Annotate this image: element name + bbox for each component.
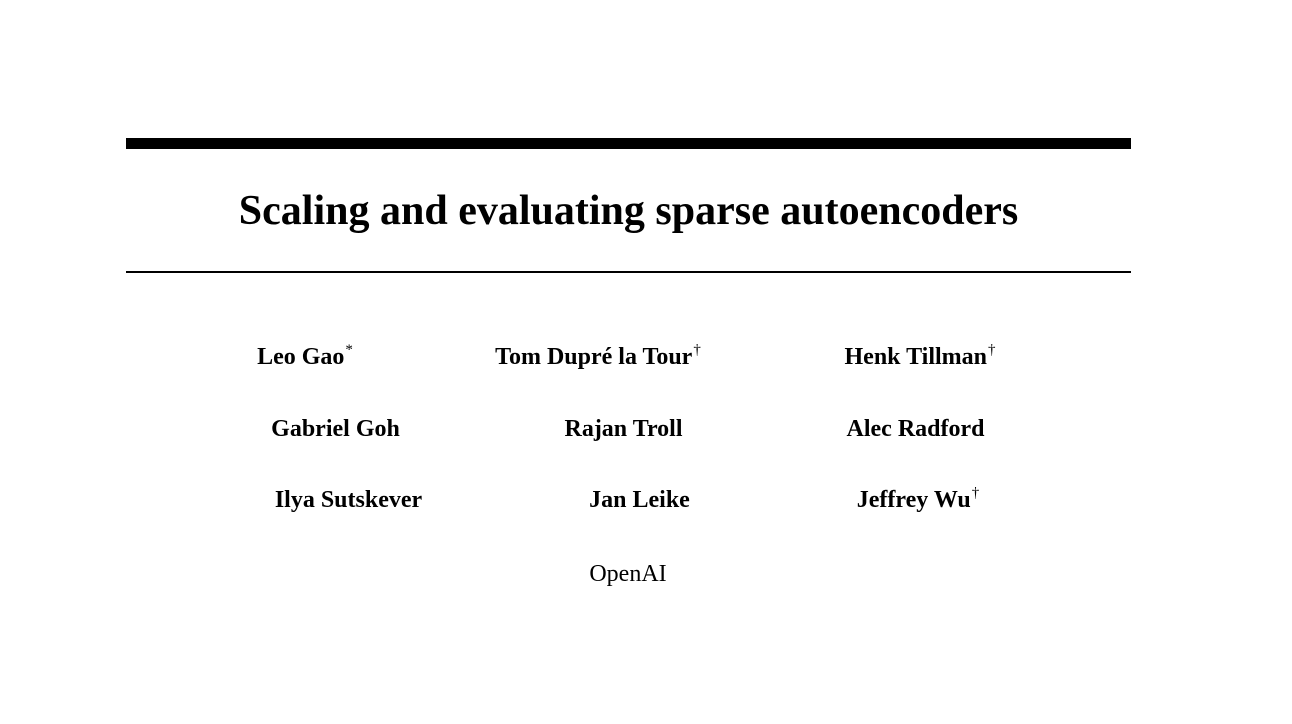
title-top-rule [126, 138, 1131, 149]
author-mark: † [971, 485, 980, 501]
author-ilya-sutskever [275, 485, 423, 515]
author-name: Gabriel Goh [271, 416, 400, 442]
author-name: Henk Tillman [844, 344, 987, 370]
author-name: Jeffrey Wu [856, 487, 971, 513]
author-jan-leike [589, 485, 691, 515]
paper-title: Scaling and evaluating sparse autoencoders [238, 188, 1019, 234]
author-jeffrey-wu [857, 485, 980, 515]
author-name: Leo Gao [257, 344, 345, 370]
author-name: Alec Radford [846, 416, 985, 442]
author-name: Rajan Troll [564, 416, 683, 442]
author-alec-radford [847, 414, 986, 444]
author-gabriel-goh [271, 414, 401, 444]
author-name: Jan Leike [589, 487, 690, 513]
author-henk-tillman [845, 342, 996, 372]
affiliation: OpenAI [589, 561, 667, 587]
author-tom-dupre-la-tour [495, 342, 701, 372]
author-mark: * [345, 342, 353, 358]
author-rajan-troll [564, 414, 683, 444]
title-bottom-rule [126, 271, 1131, 273]
author-name: Tom Dupré la Tour [495, 344, 693, 370]
author-mark: † [988, 342, 996, 358]
author-leo-gao [257, 342, 353, 372]
author-name: Ilya Sutskever [274, 487, 423, 513]
author-mark: † [693, 342, 701, 358]
